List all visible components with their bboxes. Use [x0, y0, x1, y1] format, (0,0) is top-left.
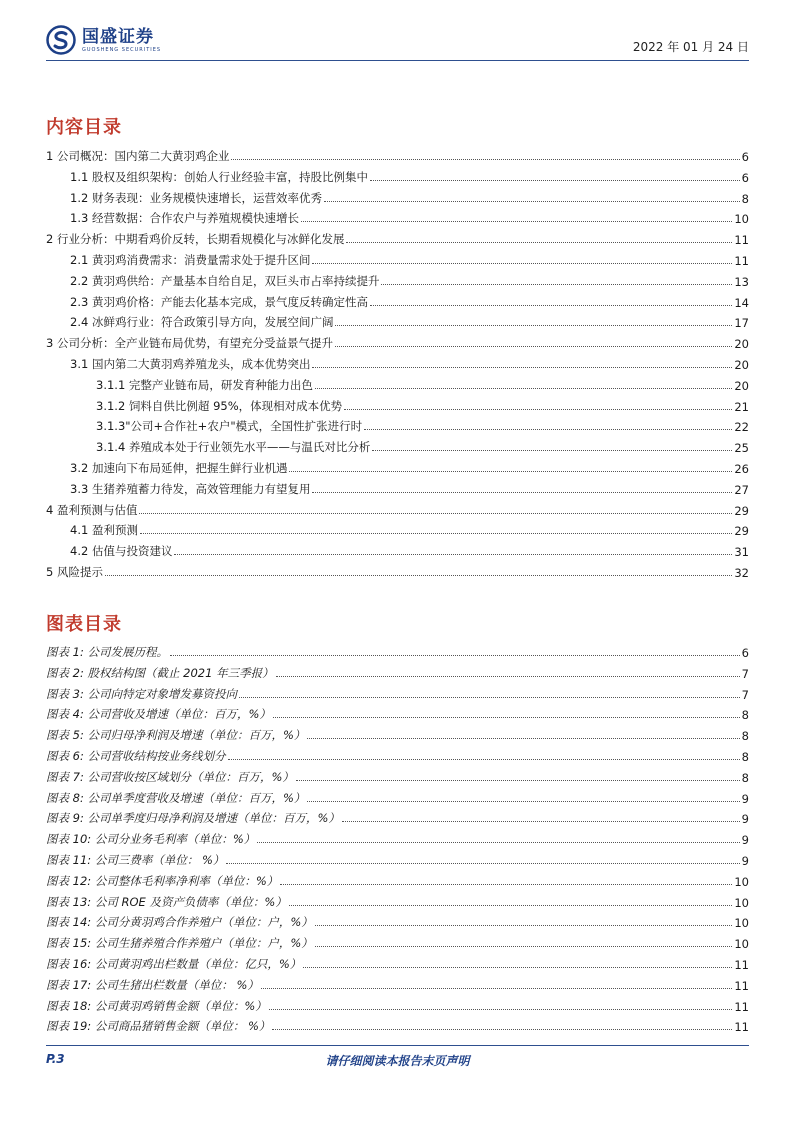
figure-entry[interactable]: [46, 704, 749, 722]
figure-entry-title: 图表 8: 公司单季度营收及增速（单位：百万，%）: [46, 790, 306, 805]
figure-entry[interactable]: [46, 954, 749, 972]
figure-entry-title: 图表 9: 公司单季度归母净利润及增速（单位：百万，%）: [46, 811, 340, 826]
dot-leader: [170, 655, 740, 656]
figure-entry[interactable]: [46, 1016, 749, 1034]
dot-leader: [303, 967, 732, 968]
figure-entry-title: 图表 14: 公司分黄羽鸡合作养殖户（单位：户，%）: [46, 915, 313, 930]
dot-leader: [307, 738, 739, 739]
toc-entry-page: 10: [734, 212, 749, 227]
figure-entry[interactable]: [46, 871, 749, 889]
toc-entry-page: 25: [734, 441, 749, 456]
toc-entry[interactable]: [46, 354, 749, 372]
figure-entry-title: 图表 10: 公司分业务毛利率（单位：%）: [46, 832, 256, 847]
dot-leader: [315, 946, 733, 947]
dot-leader: [346, 242, 732, 243]
toc-entry-title: 4 盈利预测与估值: [46, 502, 138, 517]
toc-entry-page: 22: [734, 420, 749, 435]
figure-entry-title: 图表 15: 公司生猪养殖合作养殖户（单位：户，%）: [46, 936, 313, 951]
toc-entry-page: 11: [734, 233, 749, 248]
toc-entry[interactable]: [46, 479, 749, 497]
toc-entry[interactable]: [46, 188, 749, 206]
toc-entry-page: 8: [741, 191, 749, 206]
toc-entry-title: 1.2 财务表现：业务规模快速增长，运营效率优秀: [70, 190, 322, 205]
dot-leader: [342, 821, 740, 822]
figure-entry-title: 图表 7: 公司营收按区域划分（单位：百万，%）: [46, 769, 294, 784]
figure-entry-title: 图表 17: 公司生猪出栏数量（单位： %）: [46, 977, 259, 992]
toc-entry-title: 1.1 股权及组织架构：创始人行业经验丰富，持股比例集中: [70, 169, 368, 184]
dot-leader: [272, 1029, 732, 1030]
toc-entry[interactable]: [46, 312, 749, 330]
figure-entry-title: 图表 2: 股权结构图（截止 2021 年三季报）: [46, 665, 274, 680]
toc-entry-title: 2.4 冰鲜鸡行业：符合政策引导方向，发展空间广阔: [70, 315, 334, 330]
toc-entry[interactable]: [46, 458, 749, 476]
dot-leader: [372, 450, 732, 451]
toc-entry-page: 11: [734, 254, 749, 268]
dot-leader: [364, 429, 732, 430]
figure-entry[interactable]: [46, 850, 749, 868]
toc-entry-title: 3.1.3"公司+合作社+农户"模式，全国性扩张进行时: [96, 419, 363, 434]
dot-leader: [105, 575, 732, 576]
figure-entry[interactable]: [46, 725, 749, 743]
figure-entry-title: 图表 5: 公司归母净利润及增速（单位：百万，%）: [46, 728, 306, 743]
toc-entry-title: 3.3 生猪养殖蓄力待发，高效管理能力有望复用: [70, 481, 311, 496]
figure-entry-title: 图表 6: 公司营收结构按业务线划分: [46, 749, 226, 763]
toc-entry-page: 21: [734, 399, 749, 414]
figure-entry-page: 10: [734, 874, 749, 889]
dot-leader: [335, 325, 732, 326]
dot-leader: [280, 884, 732, 885]
page-footer: [46, 1045, 749, 1068]
toc-entry-title: 2.3 黄羽鸡价格：产能去化基本完成，景气度反转确定性高: [70, 294, 368, 309]
toc-entry-page: 27: [734, 482, 749, 497]
figure-entry[interactable]: [46, 788, 749, 806]
toc-entry-title: 4.1 盈利预测: [70, 523, 138, 538]
figure-entry-title: 图表 3: 公司向特定对象增发募资投向: [46, 686, 238, 701]
toc-entry-title: 1 公司概况：国内第二大黄羽鸡企业: [46, 149, 230, 163]
figure-entry-title: 图表 1: 公司发展历程。: [46, 645, 169, 659]
dot-leader: [289, 471, 732, 472]
toc-entry[interactable]: [46, 500, 749, 518]
dot-leader: [139, 513, 732, 514]
toc-entry-title: 3.1.2 饲料自供比例超 95%，体现相对成本优势: [96, 398, 343, 413]
figure-entry-page: 11: [734, 999, 749, 1014]
figure-entry[interactable]: [46, 663, 749, 681]
page-number: P.3: [46, 1052, 65, 1066]
figure-entry-page: 11: [734, 978, 749, 993]
dot-leader: [239, 697, 740, 698]
toc-entry-page: 20: [734, 337, 749, 352]
figure-entry[interactable]: [46, 746, 749, 764]
dot-leader: [174, 554, 732, 555]
dot-leader: [257, 842, 739, 843]
disclaimer-note: 请仔细阅读本报告末页声明: [325, 1054, 470, 1068]
figure-entry[interactable]: [46, 684, 749, 702]
dot-leader: [307, 801, 739, 802]
figure-entry-title: 图表 12: 公司整体毛利率净利率（单位：%）: [46, 873, 279, 888]
toc-entry-title: 4.2 估值与投资建议: [70, 544, 173, 559]
dot-leader: [231, 159, 739, 160]
toc-entry-page: 14: [734, 295, 749, 310]
figure-entry-page: 9: [741, 833, 749, 848]
toc-entry[interactable]: [46, 333, 749, 351]
figure-entry-page: 8: [741, 770, 749, 785]
guosheng-logo-icon: [46, 25, 76, 55]
dot-leader: [226, 863, 739, 864]
toc-entry[interactable]: [46, 271, 749, 289]
figure-entry-title: 图表 11: 公司三费率（单位： %）: [46, 853, 225, 867]
dot-leader: [315, 925, 733, 926]
figure-entry-page: 11: [734, 1020, 749, 1035]
dot-leader: [273, 717, 740, 718]
figure-entry[interactable]: [46, 829, 749, 847]
toc-entry-title: 5 风险提示: [46, 565, 103, 579]
dot-leader: [301, 221, 732, 222]
dot-leader: [344, 409, 732, 410]
toc-entry[interactable]: [46, 292, 749, 310]
dot-leader: [312, 367, 732, 368]
figure-entry-page: 10: [734, 916, 749, 931]
toc-entry-page: 17: [734, 316, 749, 331]
toc-entry[interactable]: [46, 437, 749, 455]
page-header: [46, 22, 749, 61]
dot-leader: [261, 988, 732, 989]
logo-english-name: GUOSHENG SECURITIES: [82, 46, 162, 53]
toc-entry[interactable]: [46, 562, 749, 580]
toc-entry-page: 29: [734, 503, 749, 518]
toc-entry[interactable]: [46, 520, 749, 538]
figure-entry-page: 9: [741, 854, 749, 868]
figure-entry-title: 图表 18: 公司黄羽鸡销售金额（单位：%）: [46, 998, 267, 1013]
toc-entry-title: 3.1.1 完整产业链布局，研发育种能力出色: [96, 377, 313, 392]
figure-entry-page: 10: [734, 937, 749, 952]
toc-entry-title: 3 公司分析：全产业链布局优势，有望充分受益景气提升: [46, 336, 333, 351]
figure-entry-page: 8: [741, 708, 749, 723]
dot-leader: [312, 263, 732, 264]
figures-title: 图表目录: [46, 614, 122, 635]
toc-entry[interactable]: [46, 146, 749, 164]
figure-entry[interactable]: [46, 892, 749, 910]
figure-entry-page: 9: [741, 812, 749, 827]
toc-entry-page: 29: [734, 524, 749, 539]
toc-entry-title: 2 行业分析：中期看鸡价反转，长期看规模化与冰鲜化发展: [46, 232, 345, 247]
toc-entry[interactable]: [46, 250, 749, 268]
report-date: 2022 年 01 月 24 日: [632, 40, 749, 54]
toc-entry-page: 20: [734, 378, 749, 393]
toc-entry-page: 6: [741, 150, 749, 164]
dot-leader: [324, 201, 740, 202]
toc-entry-title: 3.2 加速向下布局延伸，把握生鲜行业机遇: [70, 461, 288, 475]
dot-leader: [315, 388, 732, 389]
toc-entry[interactable]: [46, 167, 749, 185]
figure-entry[interactable]: [46, 642, 749, 660]
figure-entry[interactable]: [46, 912, 749, 930]
toc-entry-page: 32: [734, 566, 749, 580]
dot-leader: [370, 180, 740, 181]
figure-entry-page: 6: [741, 646, 749, 660]
figure-entry-page: 8: [741, 750, 749, 764]
figure-entry-title: 图表 19: 公司商品猪销售金额（单位： %）: [46, 1019, 271, 1034]
toc-entry[interactable]: [46, 229, 749, 247]
toc-entry-title: 2.1 黄羽鸡消费需求：消费量需求处于提升区间: [70, 253, 311, 267]
dot-leader: [269, 1009, 733, 1010]
toc-entry-title: 2.2 黄羽鸡供给：产量基本自给自足，双巨头市占率持续提升: [70, 273, 380, 288]
figure-entry-page: 10: [734, 895, 749, 910]
figure-entry[interactable]: [46, 975, 749, 993]
toc-entry[interactable]: [46, 208, 749, 226]
dot-leader: [276, 676, 740, 677]
toc-entry-title: 3.1.4 养殖成本处于行业领先水平——与温氏对比分析: [96, 440, 371, 455]
figure-entry-page: 7: [741, 666, 749, 681]
dot-leader: [228, 759, 740, 760]
dot-leader: [312, 492, 732, 493]
figure-entry-title: 图表 4: 公司营收及增速（单位：百万，%）: [46, 707, 271, 722]
toc-entry-title: 1.3 经营数据：合作农户与养殖规模快速增长: [70, 211, 299, 226]
logo-chinese-name: 国盛证券: [82, 26, 154, 47]
toc-title: 内容目录: [46, 117, 122, 138]
figure-entry-page: 11: [734, 958, 749, 972]
toc-entry-page: 13: [734, 274, 749, 289]
toc-entry-page: 20: [734, 358, 749, 372]
toc-entry[interactable]: [46, 541, 749, 559]
figure-entry-title: 图表 16: 公司黄羽鸡出栏数量（单位：亿只，%）: [46, 957, 302, 971]
toc-entry-page: 26: [734, 462, 749, 476]
toc-entry[interactable]: [46, 375, 749, 393]
dot-leader: [370, 305, 732, 306]
figure-entry[interactable]: [46, 996, 749, 1014]
dot-leader: [289, 905, 732, 906]
dot-leader: [296, 780, 740, 781]
dot-leader: [335, 346, 732, 347]
figure-entry-page: 9: [741, 791, 749, 806]
figure-entry[interactable]: [46, 808, 749, 826]
figure-entry[interactable]: [46, 933, 749, 951]
toc-entry[interactable]: [46, 396, 749, 414]
dot-leader: [381, 284, 732, 285]
figure-entry-page: 8: [741, 729, 749, 744]
dot-leader: [140, 533, 732, 534]
brand-logo: [46, 22, 161, 58]
toc-entry[interactable]: [46, 416, 749, 434]
toc-entry-title: 3.1 国内第二大黄羽鸡养殖龙头，成本优势突出: [70, 357, 311, 371]
toc-entry-page: 31: [734, 545, 749, 560]
figure-entry-page: 7: [741, 687, 749, 702]
toc-entry-page: 6: [741, 170, 749, 185]
figure-entry[interactable]: [46, 767, 749, 785]
figure-entry-title: 图表 13: 公司 ROE 及资产负债率（单位：%）: [46, 894, 287, 909]
